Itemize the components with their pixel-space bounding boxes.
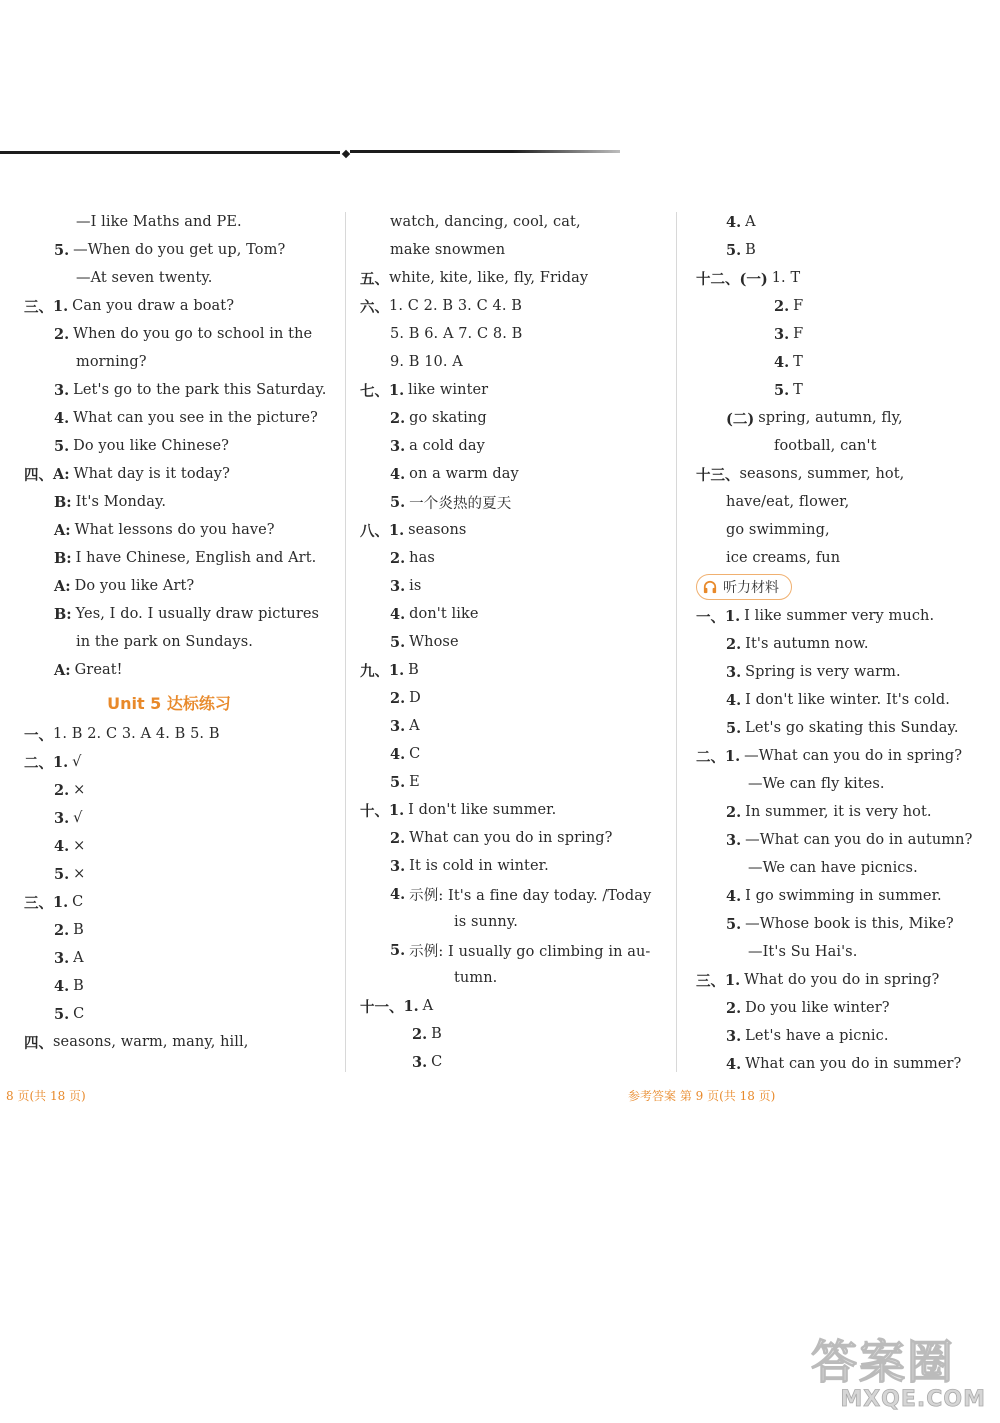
- item-number: B:: [54, 493, 72, 511]
- answer-text: Do you like winter?: [745, 1000, 890, 1016]
- answer-line: [24, 1028, 329, 1056]
- answer-line: [696, 208, 986, 236]
- item-number: 4.: [726, 1055, 742, 1073]
- answer-text: A: [422, 998, 434, 1014]
- answer-text: T: [793, 354, 803, 370]
- answer-text: 1. C 2. B 3. C 4. B: [389, 298, 523, 314]
- answer-line: [696, 854, 986, 882]
- item-number: 5.: [390, 941, 406, 959]
- item-number: 4.: [390, 885, 406, 903]
- answer-line: [24, 320, 329, 348]
- column-divider-1: [345, 212, 346, 1072]
- answer-line: [696, 714, 986, 742]
- item-number: 3.: [726, 663, 742, 681]
- item-number: 5.: [54, 1005, 70, 1023]
- item-number: 3.: [412, 1053, 428, 1071]
- answer-line: [360, 404, 660, 432]
- answer-line: [360, 348, 660, 376]
- answer-line: [24, 628, 329, 656]
- answer-text: —At seven twenty.: [76, 270, 213, 286]
- top-rule: [0, 150, 620, 155]
- section-number: 四、: [24, 466, 53, 484]
- column-2-block: [360, 208, 660, 1076]
- answer-text: go skating: [409, 410, 487, 426]
- answer-line: [24, 804, 329, 832]
- answer-text: I go swimming in summer.: [745, 888, 942, 904]
- section-number: 九、: [360, 662, 389, 680]
- answer-text: What do you do in spring?: [744, 972, 940, 988]
- answer-text: T: [793, 382, 803, 398]
- answer-text: A: [745, 214, 756, 230]
- footer-page-right: 参考答案 第 9 页(共 18 页): [628, 1089, 776, 1103]
- answer-line: [24, 292, 329, 320]
- answer-line: [24, 488, 329, 516]
- answer-text: —We can have picnics.: [748, 860, 918, 876]
- answer-line: [360, 712, 660, 740]
- answer-line: [360, 236, 660, 264]
- item-number: 2.: [54, 921, 70, 939]
- answer-text: A: [73, 950, 84, 966]
- item-number: 1.: [389, 661, 405, 679]
- answer-text: ×: [73, 838, 86, 854]
- item-number: 4.: [390, 605, 406, 623]
- item-number: 3.: [726, 831, 742, 849]
- answer-line: [360, 1048, 660, 1076]
- footer-page-left: 8 页(共 18 页): [6, 1089, 86, 1103]
- answer-column-3: [696, 208, 986, 1078]
- answer-text: I don't like summer.: [408, 802, 557, 818]
- item-number: 1.: [53, 893, 69, 911]
- answer-text: Let's go skating this Sunday.: [745, 720, 959, 736]
- answer-line: [360, 880, 660, 908]
- answer-text: C: [431, 1054, 443, 1070]
- answer-text: seasons: [408, 522, 467, 538]
- listening-material-badge: [696, 574, 792, 600]
- answer-text: It's autumn now.: [745, 636, 869, 652]
- answer-text: —What can you do in spring?: [744, 748, 963, 764]
- section-number: 五、: [360, 270, 389, 288]
- answer-line: [360, 656, 660, 684]
- answer-text: a cold day: [409, 438, 485, 454]
- rule-right: [350, 150, 620, 153]
- section-number: 三、: [24, 894, 53, 912]
- answer-text: watch, dancing, cool, cat,: [390, 214, 581, 230]
- item-number: 3.: [54, 381, 70, 399]
- answer-line: [24, 572, 329, 600]
- item-number: 1.: [53, 297, 69, 315]
- answer-text: 示例: It's a fine day today. /Today: [409, 887, 652, 904]
- item-number: 5.: [726, 719, 742, 737]
- section-number: 四、: [24, 1034, 53, 1052]
- item-number: B:: [54, 549, 72, 567]
- answer-text: It's Monday.: [75, 494, 167, 510]
- item-number: 1.: [389, 801, 405, 819]
- answer-line: [24, 544, 329, 572]
- answer-text: football, can't: [774, 438, 877, 454]
- answer-text: I like summer very much.: [744, 608, 935, 624]
- item-number: 1.: [725, 607, 741, 625]
- item-number: 4.: [54, 409, 70, 427]
- answer-text: Can you draw a boat?: [72, 298, 235, 314]
- answer-line: [696, 882, 986, 910]
- watermark-chars: 答案圈: [811, 1335, 955, 1389]
- answer-text: white, kite, like, fly, Friday: [389, 270, 589, 286]
- answer-line: [696, 544, 986, 572]
- item-number: 2.: [726, 999, 742, 1017]
- section-number: 一、: [696, 608, 725, 626]
- answer-text: B: [431, 1026, 442, 1042]
- answer-line: [24, 236, 329, 264]
- item-number: 4.: [774, 353, 790, 371]
- answer-line: [24, 348, 329, 376]
- watermark-url: MXQE.COM: [840, 1387, 986, 1412]
- answer-text: in the park on Sundays.: [76, 634, 253, 650]
- answer-text: 9. B 10. A: [390, 354, 463, 370]
- item-number: 2.: [412, 1025, 428, 1043]
- section-number: 六、: [360, 298, 389, 316]
- answer-text: Great!: [74, 662, 123, 678]
- watermark-logo: [811, 1337, 986, 1417]
- answer-line: [360, 796, 660, 824]
- item-number: 5.: [726, 241, 742, 259]
- answer-text: ×: [73, 866, 86, 882]
- answer-line: [360, 320, 660, 348]
- answer-text: √: [72, 754, 82, 770]
- answer-line: [696, 236, 986, 264]
- answer-line: [696, 938, 986, 966]
- item-number: A:: [54, 661, 71, 679]
- answer-line: [24, 776, 329, 804]
- answer-text: ×: [73, 782, 86, 798]
- answer-text: has: [409, 550, 435, 566]
- answer-line: [696, 658, 986, 686]
- answer-line: [24, 748, 329, 776]
- rule-left: [0, 151, 340, 154]
- item-number: 4.: [390, 745, 406, 763]
- answer-text: have/eat, flower,: [726, 494, 850, 510]
- answer-text: What lessons do you have?: [74, 522, 275, 538]
- answer-text: What can you do in spring?: [409, 830, 613, 846]
- answer-text: A: [409, 718, 420, 734]
- item-number: 4.: [726, 213, 742, 231]
- item-number: B:: [54, 605, 72, 623]
- answer-text: on a warm day: [409, 466, 519, 482]
- answer-line: [696, 602, 986, 630]
- answer-line: [696, 320, 986, 348]
- answer-line: [360, 488, 660, 516]
- answer-text: I have Chinese, English and Art.: [75, 550, 317, 566]
- item-number: 2.: [390, 549, 406, 567]
- answer-line: [360, 684, 660, 712]
- answer-text: don't like: [409, 606, 479, 622]
- item-number: 3.: [390, 577, 406, 595]
- answer-line: [360, 628, 660, 656]
- item-number: 4.: [54, 977, 70, 995]
- item-number: 1.: [389, 521, 405, 539]
- headphones-icon: [703, 580, 717, 594]
- answer-text: 1. B 2. C 3. A 4. B 5. B: [53, 726, 220, 742]
- answer-line: [24, 860, 329, 888]
- item-number: 2.: [390, 829, 406, 847]
- answer-column-2: [360, 208, 660, 1076]
- item-number: 4.: [54, 837, 70, 855]
- answer-text: It is cold in winter.: [409, 858, 549, 874]
- answer-line: [360, 264, 660, 292]
- answer-text: make snowmen: [390, 242, 506, 258]
- answer-text: C: [72, 894, 84, 910]
- answer-line: [696, 686, 986, 714]
- item-number: 4.: [726, 887, 742, 905]
- answer-line: [360, 740, 660, 768]
- answer-text: —When do you get up, Tom?: [73, 242, 286, 258]
- answer-line: [24, 720, 329, 748]
- answer-line: [696, 910, 986, 938]
- answer-line: [24, 888, 329, 916]
- answer-line: [360, 460, 660, 488]
- answer-line: [696, 376, 986, 404]
- answer-text: —Whose book is this, Mike?: [745, 916, 954, 932]
- answer-line: [24, 208, 329, 236]
- answer-text: Let's have a picnic.: [745, 1028, 889, 1044]
- item-number: 2.: [54, 325, 70, 343]
- answer-text: —I like Maths and PE.: [76, 214, 242, 230]
- item-number: 3.: [774, 325, 790, 343]
- item-number: 3.: [726, 1027, 742, 1045]
- unit-5-title: Unit 5 达标练习: [107, 693, 231, 713]
- answer-line: [360, 376, 660, 404]
- answer-line: [696, 460, 986, 488]
- answer-line: [360, 768, 660, 796]
- answer-text: 5. B 6. A 7. C 8. B: [390, 326, 523, 342]
- answer-text: Yes, I do. I usually draw pictures: [75, 606, 320, 622]
- answer-text: D: [409, 690, 421, 706]
- answer-text: Let's go to the park this Saturday.: [73, 382, 327, 398]
- answer-line: [696, 488, 986, 516]
- answer-line: [24, 404, 329, 432]
- answer-text: What can you see in the picture?: [73, 410, 318, 426]
- answer-line: [360, 936, 660, 964]
- answer-line: [696, 432, 986, 460]
- answer-line: [696, 770, 986, 798]
- item-number: (一): [739, 270, 768, 288]
- answer-text: tumn.: [454, 970, 498, 986]
- answer-text: —It's Su Hai's.: [748, 944, 858, 960]
- listening-material-header: [696, 572, 986, 602]
- answer-text: Whose: [409, 634, 459, 650]
- answer-line: [696, 264, 986, 292]
- answer-text: like winter: [408, 382, 489, 398]
- item-number: 4.: [390, 465, 406, 483]
- item-number: 3.: [54, 809, 70, 827]
- answer-text: B: [745, 242, 756, 258]
- answer-text: ice creams, fun: [726, 550, 841, 566]
- answer-text: B: [73, 922, 84, 938]
- item-number: A:: [53, 465, 70, 483]
- answer-text: I don't like winter. It's cold.: [745, 692, 950, 708]
- answer-line: [24, 656, 329, 684]
- item-number: 2.: [390, 409, 406, 427]
- answer-line: [24, 972, 329, 1000]
- answer-line: [696, 404, 986, 432]
- answer-text: 示例: I usually go climbing in au-: [409, 943, 651, 960]
- item-number: 5.: [54, 865, 70, 883]
- item-number: 2.: [54, 781, 70, 799]
- answer-line: [360, 516, 660, 544]
- item-number: 3.: [390, 437, 406, 455]
- item-number: 5.: [774, 381, 790, 399]
- item-number: 5.: [54, 437, 70, 455]
- item-number: 5.: [390, 633, 406, 651]
- item-number: 3.: [390, 857, 406, 875]
- item-number: (二): [726, 410, 755, 428]
- item-number: 2.: [390, 689, 406, 707]
- answer-line: [360, 964, 660, 992]
- item-number: 1.: [725, 971, 741, 989]
- answer-text: When do you go to school in the: [73, 326, 313, 342]
- section-number: 二、: [24, 754, 53, 772]
- answer-text: —We can fly kites.: [748, 776, 885, 792]
- section-number: 七、: [360, 382, 389, 400]
- answer-line: [24, 916, 329, 944]
- section-number: 十、: [360, 802, 389, 820]
- section-number: 三、: [24, 298, 53, 316]
- answer-text: Do you like Chinese?: [73, 438, 230, 454]
- answer-line: [696, 994, 986, 1022]
- answer-text: morning?: [76, 354, 147, 370]
- column-1-block-b: [24, 720, 329, 1056]
- answer-line: [360, 432, 660, 460]
- answer-text: F: [793, 326, 804, 342]
- answer-text: Spring is very warm.: [745, 664, 901, 680]
- item-number: 1.: [53, 753, 69, 771]
- item-number: 5.: [54, 241, 70, 259]
- answer-text: Do you like Art?: [74, 578, 195, 594]
- answer-text: E: [409, 774, 420, 790]
- item-number: 2.: [726, 803, 742, 821]
- item-number: 5.: [390, 773, 406, 791]
- answer-line: [360, 992, 660, 1020]
- answer-line: [24, 1000, 329, 1028]
- answer-line: [24, 832, 329, 860]
- item-number: A:: [54, 521, 71, 539]
- column-divider-2: [676, 212, 677, 1072]
- answer-line: [24, 600, 329, 628]
- answer-line: [696, 742, 986, 770]
- answer-text: seasons, summer, hot,: [739, 466, 905, 482]
- answer-text: —What can you do in autumn?: [745, 832, 973, 848]
- answer-text: 1. T: [771, 270, 801, 286]
- answer-text: √: [73, 810, 83, 826]
- answer-line: [696, 516, 986, 544]
- answer-text: seasons, warm, many, hill,: [53, 1034, 249, 1050]
- section-number: 八、: [360, 522, 389, 540]
- answer-line: [696, 1050, 986, 1078]
- item-number: 1.: [725, 747, 741, 765]
- answer-text: What day is it today?: [73, 466, 230, 482]
- answer-line: [360, 208, 660, 236]
- answer-line: [360, 1020, 660, 1048]
- answer-line: [360, 572, 660, 600]
- answer-text: C: [73, 1006, 85, 1022]
- item-number: 1.: [403, 997, 419, 1015]
- answer-text: F: [793, 298, 804, 314]
- item-number: 2.: [774, 297, 790, 315]
- answer-line: [696, 630, 986, 658]
- answer-text: is sunny.: [454, 914, 518, 930]
- column-1-block-a: [24, 208, 329, 684]
- answer-text: In summer, it is very hot.: [745, 804, 932, 820]
- answer-line: [696, 798, 986, 826]
- answer-line: [696, 1022, 986, 1050]
- answer-line: [696, 348, 986, 376]
- answer-line: [360, 908, 660, 936]
- section-number: 十一、: [360, 998, 404, 1016]
- answer-text: B: [408, 662, 419, 678]
- answer-line: [24, 376, 329, 404]
- item-number: 2.: [726, 635, 742, 653]
- answer-line: [360, 544, 660, 572]
- answer-line: [24, 264, 329, 292]
- answer-line: [24, 460, 329, 488]
- item-number: 5.: [726, 915, 742, 933]
- answer-text: go swimming,: [726, 522, 830, 538]
- listening-material-label: 听力材料: [723, 580, 779, 596]
- column-3-block-a: [696, 208, 986, 572]
- answer-text: B: [73, 978, 84, 994]
- answer-text: is: [409, 578, 422, 594]
- answer-line: [24, 516, 329, 544]
- answer-text: spring, autumn, fly,: [758, 410, 903, 426]
- answer-column-1: [24, 208, 329, 1056]
- item-number: 1.: [389, 381, 405, 399]
- answer-text: 一个炎热的夏天: [409, 495, 512, 512]
- answer-line: [360, 600, 660, 628]
- answer-text: What can you do in summer?: [745, 1056, 962, 1072]
- column-3-block-b: [696, 602, 986, 1078]
- item-number: 3.: [390, 717, 406, 735]
- answer-line: [360, 824, 660, 852]
- answer-line: [24, 432, 329, 460]
- answer-line: [360, 852, 660, 880]
- answer-line: [696, 292, 986, 320]
- answer-line: [360, 292, 660, 320]
- section-number: 二、: [696, 748, 725, 766]
- section-number: 一、: [24, 726, 53, 744]
- answer-line: [24, 944, 329, 972]
- item-number: 4.: [726, 691, 742, 709]
- section-number: 三、: [696, 972, 725, 990]
- item-number: A:: [54, 577, 71, 595]
- item-number: 3.: [54, 949, 70, 967]
- section-number: 十二、: [696, 270, 740, 288]
- item-number: 5.: [390, 493, 406, 511]
- answer-line: [696, 826, 986, 854]
- rule-mark: [342, 150, 350, 158]
- answer-text: C: [409, 746, 421, 762]
- section-number: 十三、: [696, 466, 740, 484]
- answer-line: [696, 966, 986, 994]
